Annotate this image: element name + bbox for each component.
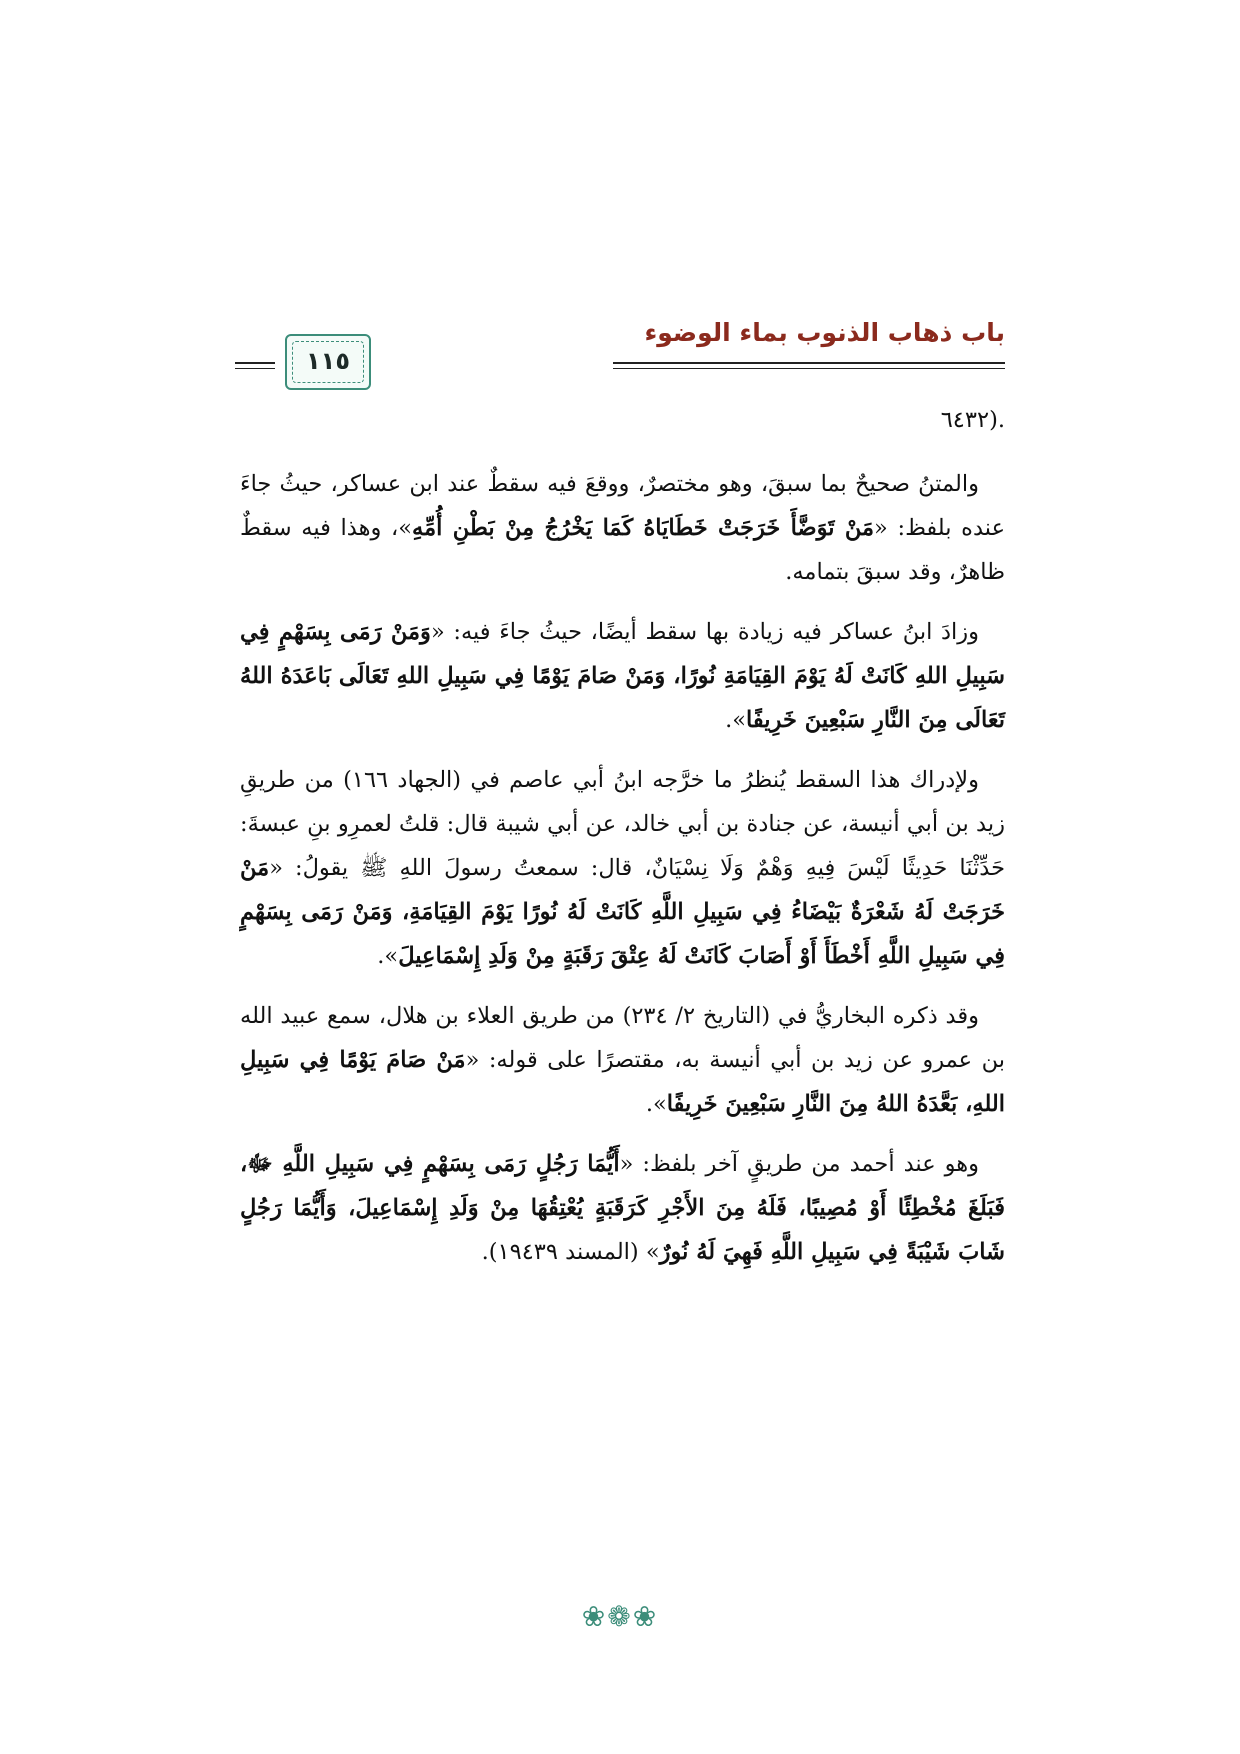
hadith-quote: أَيُّمَا رَجُلٍ رَمَى بِسَهْمٍ فِي سَبِيلِ اللَّهِ ﷻ، فَبَلَغَ مُخْطِئًا أَوْ مُصِيبًا، فَلَهُ مِنَ الأَجْرِ كَرَقَبَةٍ يُعْتِقُهَا مِنْ وَلَدِ إِسْمَاعِيلَ، وَأَيُّمَا رَجُلٍ شَابَ شَيْبَةً فِي سَبِيلِ اللَّهِ فَهِيَ لَهُ نُورٌ: [240, 1151, 1005, 1265]
paragraph-text: » (المسند ١٩٤٣٩).: [481, 1239, 660, 1265]
paragraph-text: وهو عند أحمد من طريقٍ آخر بلفظ: «: [619, 1151, 979, 1177]
paragraph: [240, 994, 1005, 1126]
page-number-badge: [285, 334, 371, 390]
page-number: ١١٥: [306, 347, 350, 375]
paragraph-text: وزادَ ابنُ عساكر فيه زيادة بها سقط أيضًا، حيثُ جاءَ فيه: «: [430, 619, 980, 645]
header-rule: [235, 368, 275, 369]
paragraph: [240, 462, 1005, 594]
hadith-quote: مَنْ صَامَ يَوْمًا فِي سَبِيلِ اللهِ، بَعَّدَهُ اللهُ مِنَ النَّارِ سَبْعِينَ خَرِيفًا: [240, 1047, 1005, 1117]
hadith-quote: وَمَنْ رَمَى بِسَهْمٍ فِي سَبِيلِ اللهِ كَانَتْ لَهُ يَوْمَ القِيَامَةِ نُورًا، وَمَنْ صَامَ يَوْمًا فِي سَبِيلِ اللهِ تَعَالَى بَاعَدَهُ اللهُ تَعَالَى مِنَ النَّارِ سَبْعِينَ خَرِيفًا: [240, 619, 1005, 733]
end-ornament-icon: ❀❁❀: [581, 1600, 659, 1633]
header-rule: [613, 368, 1005, 369]
page-header: [235, 300, 1005, 390]
paragraph: [240, 398, 1005, 442]
paragraph: [240, 1142, 1005, 1274]
paragraph-text: ».: [645, 1091, 667, 1117]
paragraph-text: ».: [377, 943, 399, 969]
hadith-quote: مَنْ خَرَجَتْ لَهُ شَعْرَةٌ بَيْضَاءُ فِي سَبِيلِ اللَّهِ كَانَتْ لَهُ نُورًا يَوْمَ القِيَامَةِ، وَمَنْ رَمَى بِسَهْمٍ فِي سَبِيلِ اللَّهِ أَخْطَأَ أَوْ أَصَابَ كَانَتْ لَهُ عِتْقَ رَقَبَةٍ مِنْ وَلَدِ إِسْمَاعِيلَ: [240, 855, 1005, 969]
paragraph-text: .(٦٤٣٢: [940, 407, 1005, 433]
paragraph: [240, 610, 1005, 742]
body-text: [240, 398, 1005, 1290]
paragraph-text: ولإدراك هذا السقط يُنظرُ ما خرَّجه ابنُ أبي عاصم في (الجهاد ١٦٦) من طريقِ زيد بن أبي أنيسة، عن جنادة بن أبي خالد، عن أبي شيبة قال: قلتُ لعمرِو بنِ عبسةَ: حَدِّثْنَا حَدِيثًا لَيْسَ فِيهِ وَهْمٌ وَلَا نِسْيَانٌ، قال: سمعتُ رسولَ اللهِ ﷺ يقولُ: «: [240, 767, 1005, 881]
paragraph-text: وقد ذكره البخاريُّ في (التاريخ ٢/ ٢٣٤) من طريق العلاء بن هلال، سمع عبيد الله بن عمرو عن زيد بن أبي أنيسة به، مقتصرًا على قوله: «: [240, 1003, 1005, 1073]
chapter-title: باب ذهاب الذنوب بماء الوضوء: [644, 318, 1005, 347]
header-rule: [235, 362, 275, 364]
paragraph: [240, 758, 1005, 978]
paragraph-text: ».: [725, 707, 747, 733]
header-rule: [613, 362, 1005, 364]
paragraph-text: والمتنُ صحيحٌ بما سبقَ، وهو مختصرٌ، ووقعَ فيه سقطٌ عند ابن عساكر، حيثُ جاءَ عنده بلفظ: «: [240, 471, 1005, 541]
paragraph-text: »، وهذا فيه سقطٌ ظاهرٌ، وقد سبقَ بتمامه.: [240, 515, 1005, 585]
hadith-quote: مَنْ تَوَضَّأَ خَرَجَتْ خَطَايَاهُ كَمَا يَخْرُجُ مِنْ بَطْنِ أُمِّهِ: [412, 515, 875, 541]
